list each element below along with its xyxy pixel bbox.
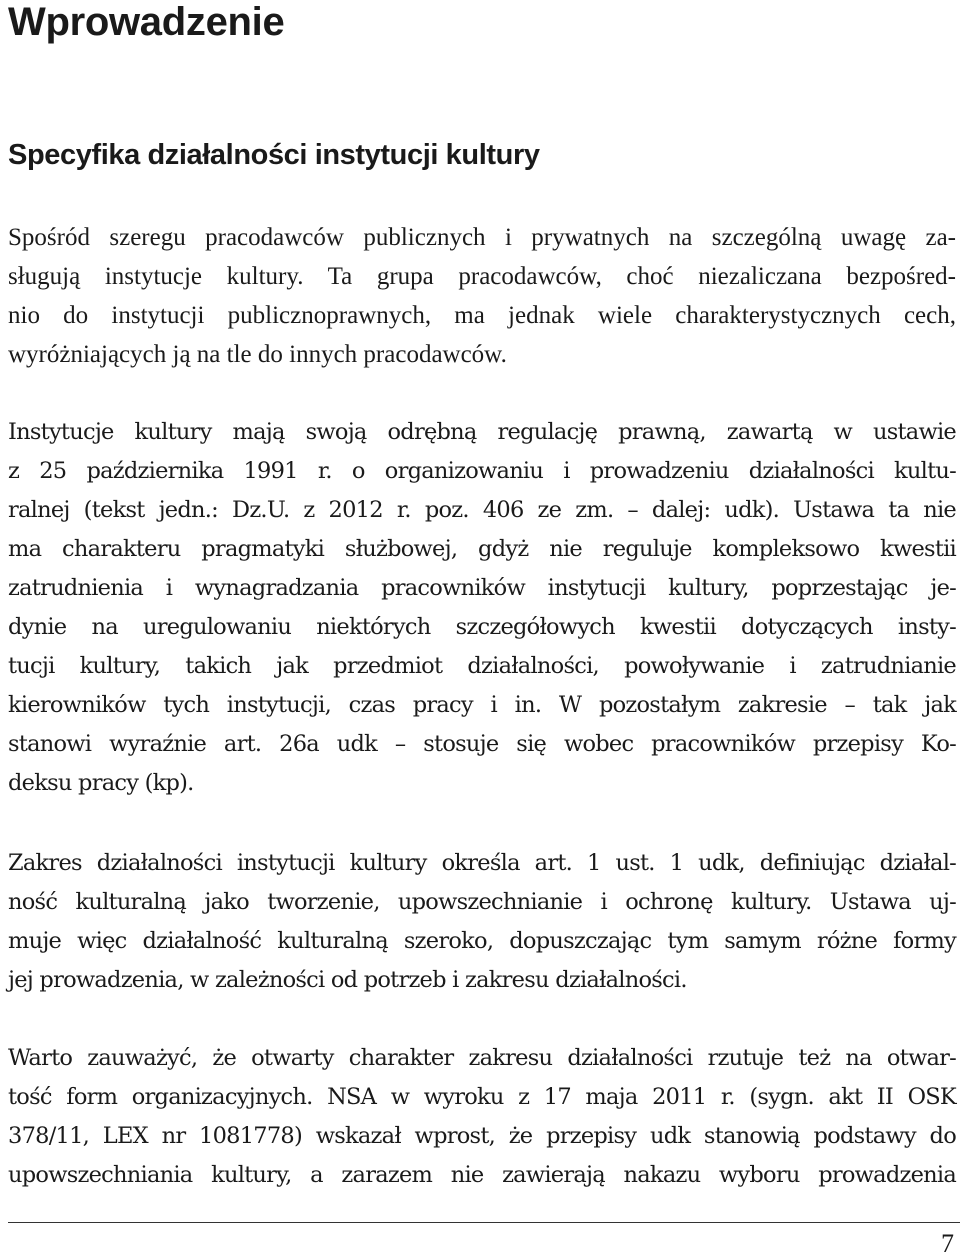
paragraph-line: 378/11, LEX nr 1081778) wskazał wprost, że przepisy udk stanowią podstawy do: [8, 1123, 956, 1149]
paragraph-3: [8, 844, 956, 1000]
paragraph-line: sługują instytucje kultury. Ta grupa pracodawców, choć niezaliczana bezpośred-: [8, 263, 956, 290]
page-number: 7: [941, 1229, 954, 1258]
paragraph-line: Warto zauważyć, że otwarty charakter zakresu działalności rzutuje też na otwar-: [8, 1045, 956, 1071]
paragraph-line: wyróżniających ją na tle do innych pracodawców.: [8, 341, 507, 368]
paragraph-line: Instytucje kultury mają swoją odrębną regulację prawną, zawartą w ustawie: [8, 419, 956, 445]
paragraph-4: [8, 1039, 956, 1195]
paragraph-line: stanowi wyraźnie art. 26a udk – stosuje się wobec pracowników przepisy Ko-: [8, 731, 956, 757]
paragraph-line: jej prowadzenia, w zależności od potrzeb i zakresu działalności.: [8, 967, 687, 993]
paragraph-line: dynie na uregulowaniu niektórych szczegółowych kwestii dotyczących insty-: [8, 614, 956, 640]
paragraph-line: Zakres działalności instytucji kultury określa art. 1 ust. 1 udk, definiując działal-: [8, 850, 956, 876]
page-title: Wprowadzenie: [8, 0, 285, 44]
paragraph-line: tość form organizacyjnych. NSA w wyroku z 17 maja 2011 r. (sygn. akt II OSK: [8, 1084, 956, 1110]
footer-divider: [8, 1222, 960, 1223]
paragraph-line: deksu pracy (kp).: [8, 770, 194, 796]
paragraph-line: upowszechniania kultury, a zarazem nie zawierają nakazu wyboru prowadzenia: [8, 1162, 956, 1188]
paragraph-line: ność kulturalną jako tworzenie, upowszechnianie i ochronę kultury. Ustawa uj-: [8, 889, 956, 915]
paragraph-line: ralnej (tekst jedn.: Dz.U. z 2012 r. poz. 406 ze zm. – dalej: udk). Ustawa ta nie: [8, 497, 956, 523]
paragraph-line: ma charakteru pragmatyki służbowej, gdyż nie reguluje kompleksowo kwestii: [8, 536, 956, 562]
paragraph-line: kierowników tych instytucji, czas pracy i in. W pozostałym zakresie – tak jak: [8, 692, 956, 718]
paragraph-2: [8, 413, 956, 803]
paragraph-line: Spośród szeregu pracodawców publicznych i prywatnych na szczególną uwagę za-: [8, 224, 956, 251]
paragraph-line: z 25 października 1991 r. o organizowaniu i prowadzeniu działalności kultu-: [8, 458, 956, 484]
section-heading: Specyfika działalności instytucji kultury: [8, 139, 540, 171]
paragraph-line: tucji kultury, takich jak przedmiot działalności, powoływanie i zatrudnianie: [8, 653, 956, 679]
paragraph-line: nio do instytucji publicznoprawnych, ma jednak wiele charakterystycznych cech,: [8, 302, 956, 329]
paragraph-line: muje więc działalność kulturalną szeroko, dopuszczając tym samym różne formy: [8, 928, 956, 954]
paragraph-line: zatrudnienia i wynagradzania pracowników instytucji kultury, poprzestając je-: [8, 575, 956, 601]
paragraph-1: [8, 218, 956, 374]
